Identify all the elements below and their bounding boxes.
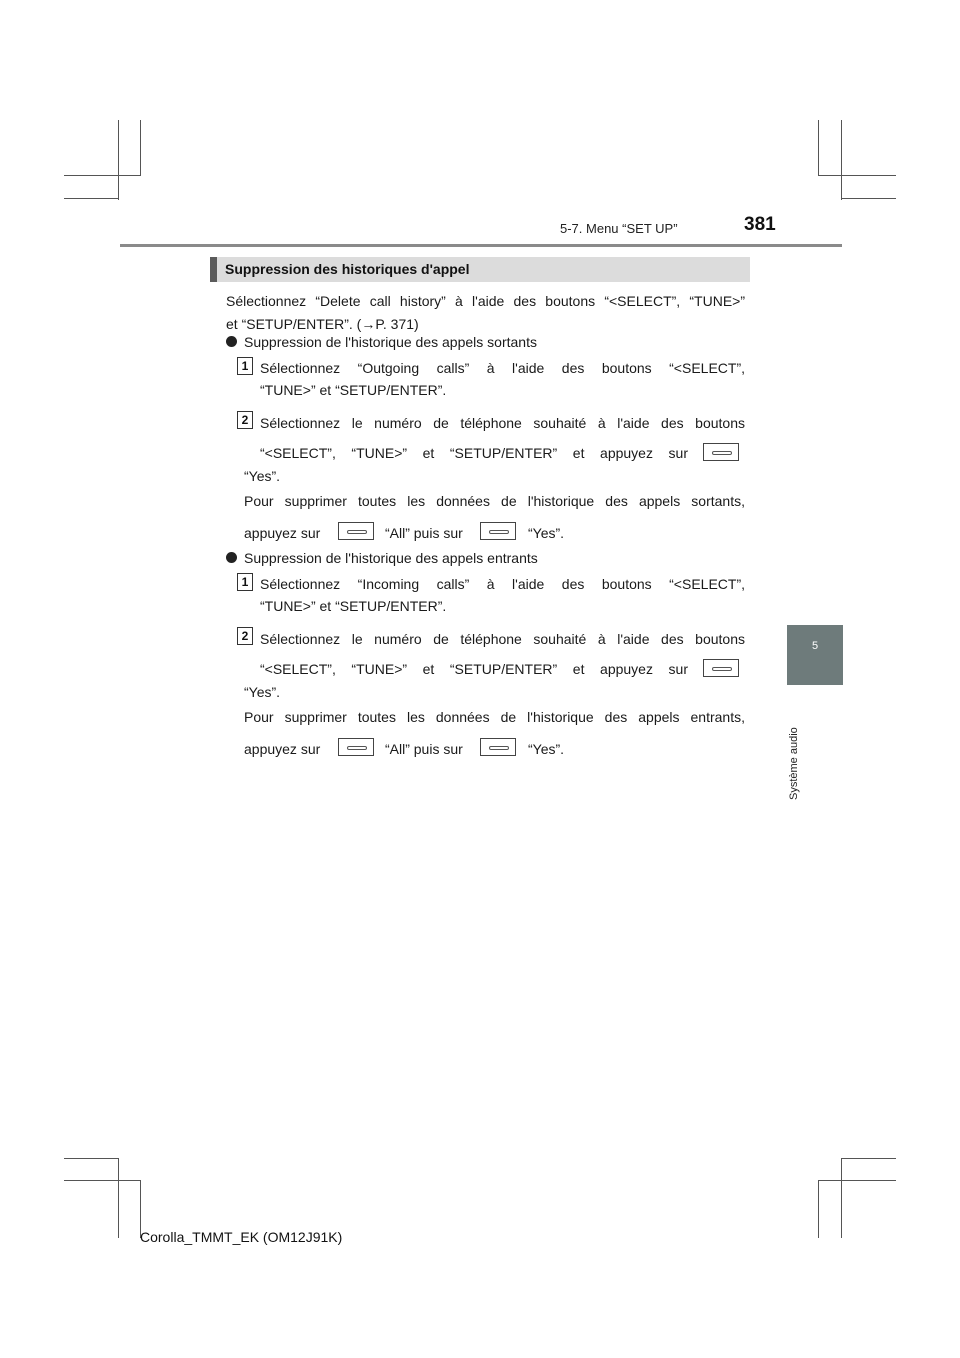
crop-mark (818, 1180, 896, 1181)
note-text: “Yes”. (528, 525, 565, 541)
crop-mark (818, 1180, 819, 1238)
crop-mark (64, 1180, 141, 1181)
crop-mark (64, 175, 141, 176)
bullet-icon (226, 336, 237, 347)
bullet-heading: Suppression de l'historique des appels sortants (244, 334, 537, 350)
phone-key-icon (703, 659, 739, 677)
chapter-reference: 5-7. Menu “SET UP” (560, 221, 678, 236)
phone-key-icon (480, 522, 516, 540)
step-text: Sélectionnez le numéro de téléphone souhaité à l'aide des boutons (260, 631, 745, 647)
note-text: appuyez sur (244, 741, 321, 757)
section-title: Suppression des historiques d'appel (225, 261, 470, 277)
page-number: 381 (744, 214, 776, 235)
crop-mark (118, 1158, 119, 1238)
note-text: appuyez sur (244, 525, 321, 541)
intro-line: et “SETUP/ENTER”. (→P. 371) (226, 316, 419, 332)
step-text: Sélectionnez “Outgoing calls” à l'aide des boutons “<SELECT”, (260, 360, 745, 376)
phone-key-icon (338, 738, 374, 756)
note-text: Pour supprimer toutes les données de l'historique des appels entrants, (244, 709, 745, 725)
crop-mark (140, 120, 141, 176)
step-text: “TUNE>” et “SETUP/ENTER”. (260, 382, 447, 398)
step-text: “Yes”. (244, 468, 281, 484)
step-number-badge: 2 (237, 411, 253, 429)
intro-line: Sélectionnez “Delete call history” à l'aide des boutons “<SELECT”, “TUNE>” (226, 293, 745, 309)
crop-mark (841, 1158, 896, 1159)
step-text: Sélectionnez le numéro de téléphone souhaité à l'aide des boutons (260, 415, 745, 431)
crop-mark (841, 120, 842, 200)
step-number-badge: 1 (237, 357, 253, 375)
step-text: “TUNE>” et “SETUP/ENTER”. (260, 598, 447, 614)
crop-mark (64, 198, 119, 199)
crop-mark (818, 120, 819, 176)
bullet-icon (226, 552, 237, 563)
note-text: “All” puis sur (385, 741, 463, 757)
step-text: “<SELECT”, “TUNE>” et “SETUP/ENTER” et appuyez sur (260, 661, 688, 677)
chapter-tab-label-text: Système audio (788, 727, 800, 800)
chapter-tab (787, 625, 843, 685)
bullet-heading: Suppression de l'historique des appels entrants (244, 550, 538, 566)
chapter-tab-label (780, 690, 810, 800)
crop-mark (118, 120, 119, 200)
note-text: Pour supprimer toutes les données de l'historique des appels sortants, (244, 493, 745, 509)
chapter-tab-number: 5 (811, 640, 819, 652)
note-text: “All” puis sur (385, 525, 463, 541)
step-text: “Yes”. (244, 684, 281, 700)
step-text: Sélectionnez “Incoming calls” à l'aide des boutons “<SELECT”, (260, 576, 745, 592)
step-text: “<SELECT”, “TUNE>” et “SETUP/ENTER” et appuyez sur (260, 445, 688, 461)
phone-key-icon (703, 443, 739, 461)
crop-mark (818, 175, 896, 176)
crop-mark (841, 1158, 842, 1238)
section-heading-marker (210, 257, 217, 282)
header-divider (120, 244, 842, 247)
crop-mark (64, 1158, 119, 1159)
phone-key-icon (338, 522, 374, 540)
note-text: “Yes”. (528, 741, 565, 757)
document-id: Corolla_TMMT_EK (OM12J91K) (140, 1229, 343, 1245)
crop-mark (841, 198, 896, 199)
step-number-badge: 1 (237, 573, 253, 591)
phone-key-icon (480, 738, 516, 756)
step-number-badge: 2 (237, 627, 253, 645)
